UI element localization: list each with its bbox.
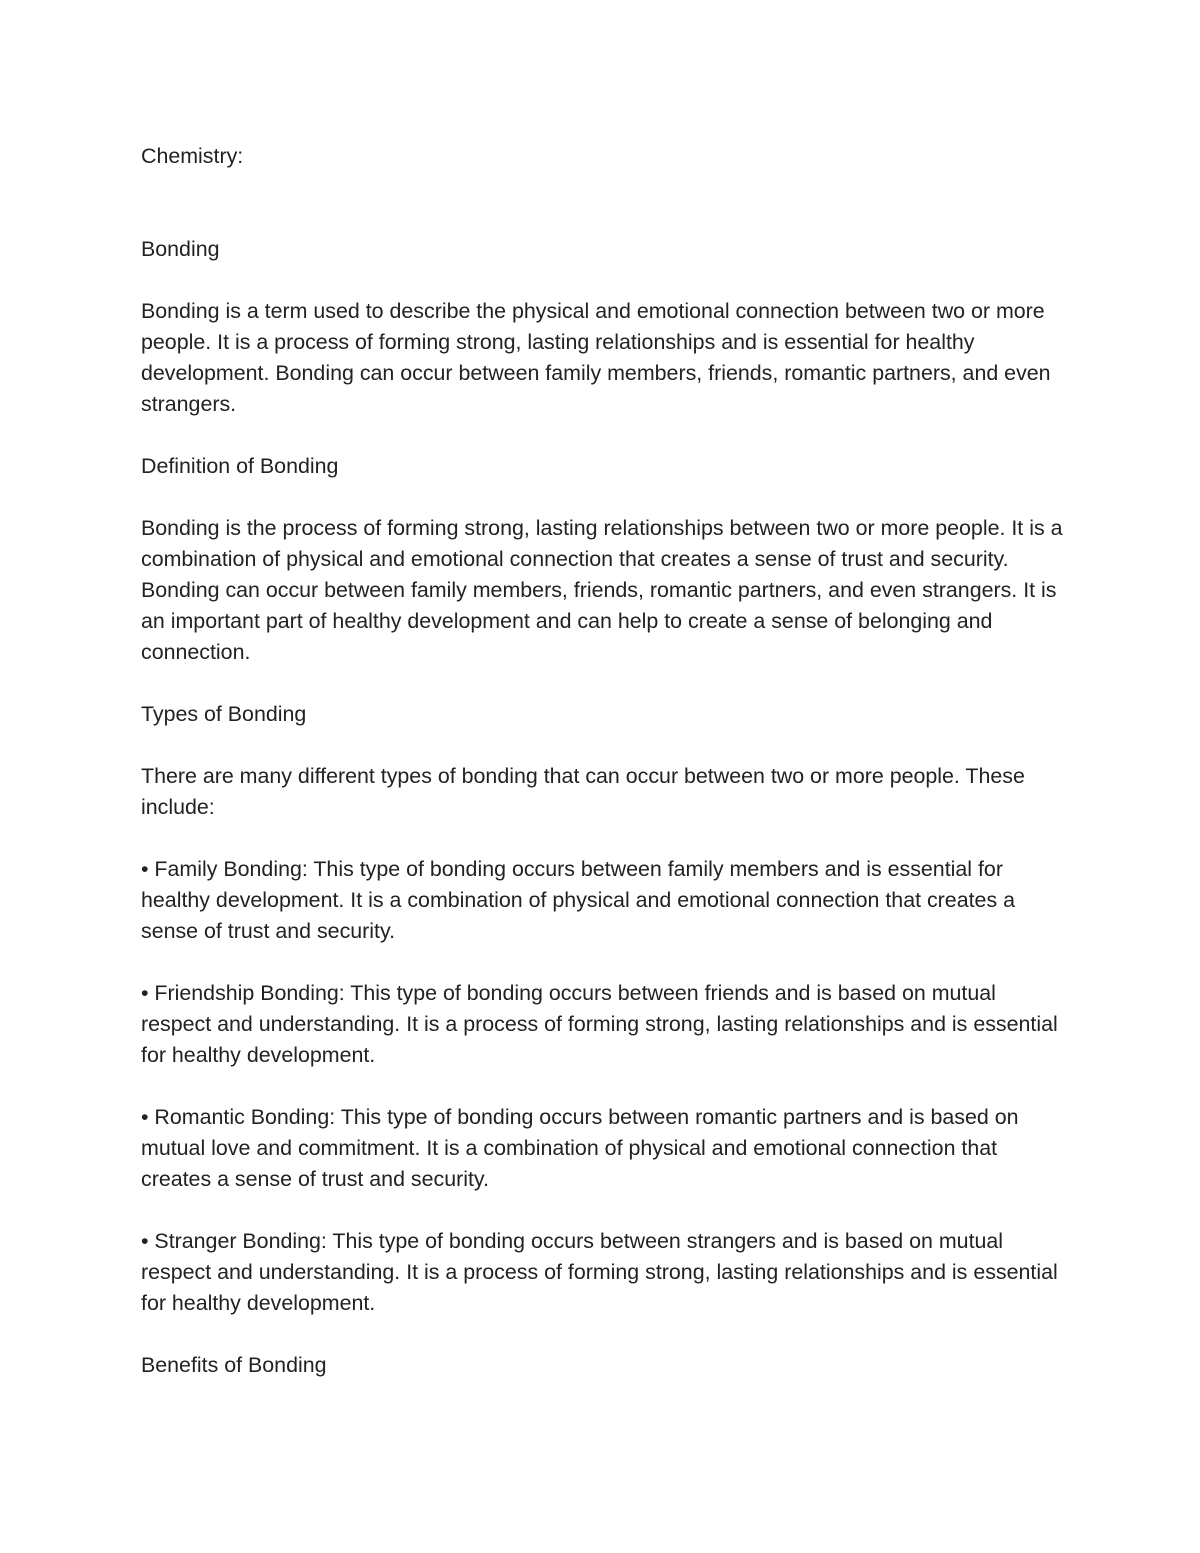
type-item-friendship: • Friendship Bonding: This type of bonding occurs between friends and is based on mutual respect and understanding. It is a process of forming strong, lasting relationships and is essential for healthy development. [141, 981, 1058, 1067]
definition-heading: Definition of Bonding [141, 454, 339, 478]
types-intro-paragraph: There are many different types of bonding that can occur between two or more people. These include: [141, 764, 1025, 819]
type-item-romantic: • Romantic Bonding: This type of bonding occurs between romantic partners and is based on mutual love and commitment. It is a combination of physical and emotional connection that creates a sense of trust and security. [141, 1105, 1019, 1191]
types-heading: Types of Bonding [141, 702, 307, 726]
type-item-family: • Family Bonding: This type of bonding occurs between family members and is essential for healthy development. It is a combination of physical and emotional connection that creates a sense of trust and security. [141, 857, 1015, 943]
document-body [141, 141, 1071, 1412]
intro-paragraph: Bonding is a term used to describe the physical and emotional connection between two or more people. It is a process of forming strong, lasting relationships and is essential for healthy development. Bonding can occur between family members, friends, romantic partners, and even strangers. [141, 299, 1051, 416]
type-item-stranger: • Stranger Bonding: This type of bonding occurs between strangers and is based on mutual respect and understanding. It is a process of forming strong, lasting relationships and is essential for healthy development. [141, 1229, 1058, 1315]
document-title: Chemistry: [141, 144, 244, 168]
benefits-heading: Benefits of Bonding [141, 1353, 327, 1377]
definition-paragraph: Bonding is the process of forming strong, lasting relationships between two or more people. It is a combination of physical and emotional connection that creates a sense of trust and security. Bonding can occur between family members, friends, romantic partners, and even strangers. It is an important part of healthy development and can help to create a sense of belonging and connection. [141, 516, 1063, 664]
section-heading-bonding: Bonding [141, 237, 220, 261]
